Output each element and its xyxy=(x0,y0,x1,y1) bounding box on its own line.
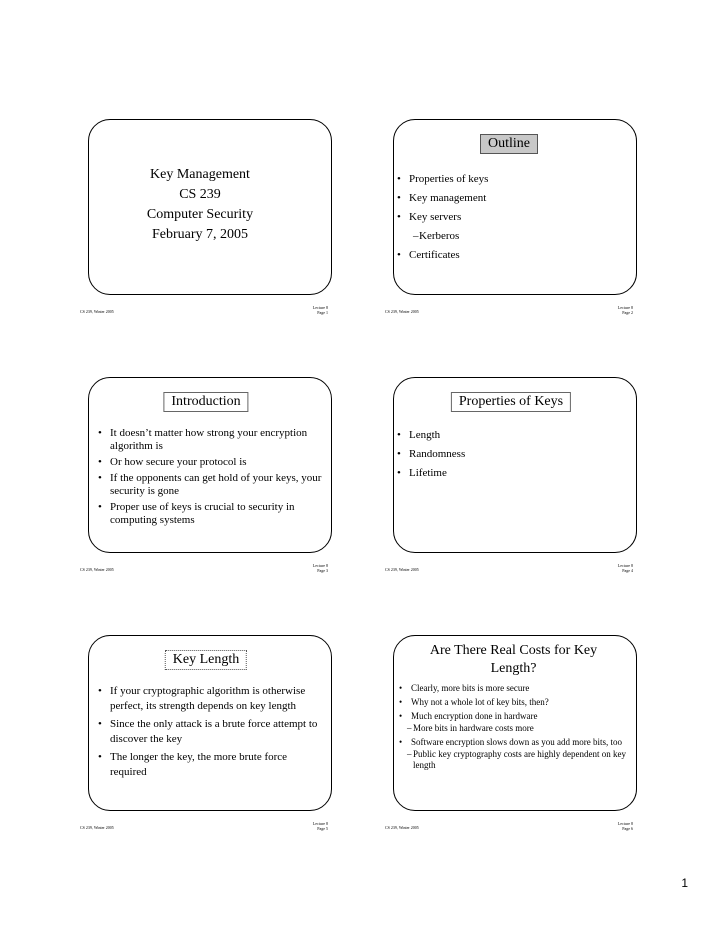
footer-course: CS 239, Winter 2005 xyxy=(80,825,114,830)
list-item: • Randomness xyxy=(397,445,465,464)
footer-course: CS 239, Winter 2005 xyxy=(385,825,419,830)
list-item: – Public key cryptography costs are highly dependent on key length xyxy=(399,749,634,771)
slide-4 xyxy=(385,377,650,572)
bullet-list xyxy=(98,684,323,780)
list-item: • It doesn’t matter how strong your encryption algorithm is xyxy=(98,427,323,453)
page-number: 1 xyxy=(681,876,688,890)
slide-title: Introduction xyxy=(163,392,248,412)
footer-course: CS 239, Winter 2005 xyxy=(385,567,419,572)
bullet-list xyxy=(397,426,465,483)
list-item: • Key servers xyxy=(397,208,488,227)
title-line: Key Management xyxy=(150,167,250,182)
slide-title: Outline xyxy=(480,134,538,154)
title-line: February 7, 2005 xyxy=(151,227,249,242)
list-item: • Proper use of keys is crucial to security in computing systems xyxy=(98,501,323,527)
footer-lecture-page: Lecture 8 Page 4 xyxy=(617,563,633,573)
list-item: • Much encryption done in hardware xyxy=(399,711,634,722)
list-item: • Key management xyxy=(397,189,488,208)
slide-6 xyxy=(385,635,650,830)
list-item: – More bits in hardware costs more xyxy=(399,723,634,734)
list-item: • If your cryptographic algorithm is otherwise perfect, its strength depends on key length xyxy=(98,684,323,714)
footer-lecture-page: Lecture 8 Page 2 xyxy=(617,305,633,315)
bullet-list xyxy=(98,427,323,527)
slide-1-title-block xyxy=(80,165,320,245)
list-item: • Or how secure your protocol is xyxy=(98,456,323,469)
slide-5 xyxy=(80,635,345,830)
slide-3 xyxy=(80,377,345,572)
list-item: • If the opponents can get hold of your keys, your security is gone xyxy=(98,472,323,498)
slide-title: Are There Real Costs for Key Length? xyxy=(429,643,598,676)
list-item: • Lifetime xyxy=(397,464,465,483)
list-item: • Since the only attack is a brute force attempt to discover the key xyxy=(98,717,323,747)
footer-lecture-page: Lecture 8 Page 6 xyxy=(617,821,633,831)
list-item: • Software encryption slows down as you add more bits, too xyxy=(399,737,634,748)
bullet-list xyxy=(397,170,488,265)
list-item: • Properties of keys xyxy=(397,170,488,189)
footer-lecture-page: Lecture 8 Page 5 xyxy=(312,821,328,831)
footer-lecture-page: Lecture 8 Page 1 xyxy=(312,305,328,315)
title-line: Computer Security xyxy=(146,207,254,222)
footer-course: CS 239, Winter 2005 xyxy=(80,309,114,314)
footer-course: CS 239, Winter 2005 xyxy=(80,567,114,572)
slide-title: Properties of Keys xyxy=(451,392,571,412)
slide-title: Key Length xyxy=(165,650,247,670)
list-item: – Kerberos xyxy=(397,227,488,246)
list-item: • Length xyxy=(397,426,465,445)
list-item: • Clearly, more bits is more secure xyxy=(399,683,634,694)
list-item: • The longer the key, the more brute force required xyxy=(98,750,323,780)
list-item: • Certificates xyxy=(397,246,488,265)
slide-2 xyxy=(385,119,650,314)
footer-course: CS 239, Winter 2005 xyxy=(385,309,419,314)
footer-lecture-page: Lecture 8 Page 3 xyxy=(312,563,328,573)
title-line: CS 239 xyxy=(179,187,221,202)
list-item: • Why not a whole lot of key bits, then? xyxy=(399,697,634,708)
bullet-list xyxy=(399,683,634,771)
slide-1 xyxy=(80,119,345,314)
